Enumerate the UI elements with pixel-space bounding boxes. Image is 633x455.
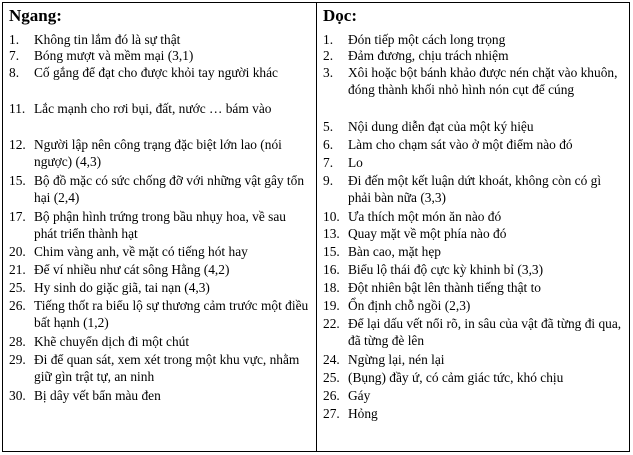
down-clue [323, 65, 623, 98]
clue-text: Bóng mượt và mềm mại (3,1) [34, 48, 194, 63]
down-clue [323, 155, 623, 172]
clue-number: 22. [323, 316, 340, 331]
down-heading: Dọc: [323, 6, 357, 25]
clue-number: 11. [9, 101, 26, 116]
clue-text: Gáy [348, 388, 371, 403]
across-clue [9, 137, 309, 170]
across-clue [9, 48, 309, 65]
across-column [3, 3, 317, 451]
clue-number: 24. [323, 352, 340, 367]
clue-text: (Bụng) đầy ứ, có cảm giác tức, khó chịu [348, 370, 564, 385]
clue-text: Đảm đương, chịu trách nhiệm [348, 48, 509, 63]
clue-number: 15. [323, 244, 340, 259]
clue-text: Ngừng lại, nén lại [348, 352, 445, 367]
across-heading: Ngang: [9, 6, 62, 25]
clue-text: Bộ phận hình trứng trong bầu nhụy hoa, về sau phát triển thành hạt [34, 209, 286, 241]
down-clue [323, 388, 623, 405]
clue-number: 26. [323, 388, 340, 403]
clue-text: Biểu lộ thái độ cực kỳ khinh bỉ (3,3) [348, 262, 544, 277]
down-clue [323, 352, 623, 369]
down-clue [323, 48, 623, 65]
clue-number: 25. [323, 370, 340, 385]
clue-text: Bàn cao, mặt hẹp [348, 244, 441, 259]
clue-text: Hy sinh do giặc giã, tai nạn (4,3) [34, 280, 210, 295]
clue-text: Đi để quan sát, xem xét trong một khu vực, nhằm giữ gìn trật tự, an ninh [34, 352, 300, 384]
clue-text: Nội dung diễn đạt của một ký hiệu [348, 119, 534, 134]
clue-number: 3. [323, 65, 334, 80]
clue-text: Tiếng thốt ra biểu lộ sự thương cảm trước một điều bất hạnh (1,2) [34, 298, 309, 330]
clue-text: Cố gắng để đạt cho được khỏi tay người khác [34, 65, 278, 80]
clue-number: 5. [323, 119, 334, 134]
down-clue [323, 298, 623, 315]
across-clue [9, 101, 309, 118]
clue-text: Người lập nên công trạng đặc biệt lớn lao (nói ngược) (4,3) [34, 137, 282, 169]
down-clue [323, 32, 623, 49]
clue-text: Ưa thích một món ăn nào đó [348, 209, 502, 224]
clue-text: Xôi hoặc bột bánh khảo được nén chặt vào khuôn, đóng thành khối nhỏ hình nón cụt để cúng [348, 65, 618, 97]
clue-number: 13. [323, 226, 340, 241]
clue-number: 1. [9, 32, 20, 47]
clue-number: 17. [9, 209, 26, 224]
clue-text: Bộ đồ mặc có sức chống đỡ với những vật gây tổn hại (2,4) [34, 173, 305, 205]
clue-number: 7. [323, 155, 334, 170]
clue-text: Ổn định chỗ ngồi (2,3) [348, 298, 471, 313]
down-clue [323, 137, 623, 154]
down-clue [323, 316, 623, 349]
clue-text: Hỏng [348, 406, 378, 421]
down-clue [323, 244, 623, 261]
clue-text: Để ví nhiều như cát sông Hằng (4,2) [34, 262, 230, 277]
clue-text: Đón tiếp một cách long trọng [348, 32, 506, 47]
clue-text: Không tin lắm đó là sự thật [34, 32, 181, 47]
clue-number: 18. [323, 280, 340, 295]
across-clue [9, 262, 309, 279]
clue-number: 20. [9, 244, 26, 259]
clue-number: 12. [9, 137, 26, 152]
clue-text: Quay mặt về một phía nào đó [348, 226, 507, 241]
down-clue [323, 209, 623, 226]
down-clue [323, 262, 623, 279]
down-clue [323, 406, 623, 423]
clue-table [2, 2, 630, 452]
clue-text: Lo [348, 155, 363, 170]
clue-number: 21. [9, 262, 26, 277]
clue-number: 8. [9, 65, 20, 80]
clue-number: 30. [9, 388, 26, 403]
clue-number: 27. [323, 406, 340, 421]
across-clue [9, 209, 309, 242]
clue-number: 25. [9, 280, 26, 295]
clue-text: Bị dây vết bẩn màu đen [34, 388, 161, 403]
clue-number: 7. [9, 48, 20, 63]
clue-text: Đột nhiên bật lên thành tiếng thật to [348, 280, 542, 295]
clue-text: Làm cho chạm sát vào ở một điểm nào đó [348, 137, 573, 152]
clue-number: 19. [323, 298, 340, 313]
clue-number: 1. [323, 32, 334, 47]
across-clue [9, 65, 309, 82]
clue-number: 26. [9, 298, 26, 313]
down-clue [323, 173, 623, 206]
clue-number: 16. [323, 262, 340, 277]
clue-number: 29. [9, 352, 26, 367]
across-clue [9, 280, 309, 297]
clue-text: Khẽ chuyển dịch đi một chút [34, 334, 190, 349]
across-clue [9, 244, 309, 261]
clue-text: Đi đến một kết luận dứt khoát, không còn có gì phải bàn nữa (3,3) [348, 173, 602, 205]
clue-number: 2. [323, 48, 334, 63]
across-clue [9, 298, 309, 331]
clue-text: Để lại dấu vết nổi rõ, in sâu của vật đã từng đi qua, đã từng đè lên [348, 316, 622, 348]
clue-number: 15. [9, 173, 26, 188]
clue-number: 28. [9, 334, 26, 349]
clue-number: 9. [323, 173, 334, 188]
down-clue [323, 370, 623, 387]
down-clue [323, 226, 623, 243]
down-clue [323, 119, 623, 136]
down-column [317, 3, 629, 451]
clue-number: 10. [323, 209, 340, 224]
across-clue [9, 32, 309, 49]
down-clue [323, 280, 623, 297]
across-clue [9, 352, 309, 385]
clue-number: 6. [323, 137, 334, 152]
across-clue [9, 173, 309, 206]
clue-text: Chim vàng anh, về mặt có tiếng hót hay [34, 244, 248, 259]
clue-text: Lắc mạnh cho rơi bụi, đất, nước … bám vào [34, 101, 272, 116]
across-clue [9, 388, 309, 405]
across-clue [9, 334, 309, 351]
